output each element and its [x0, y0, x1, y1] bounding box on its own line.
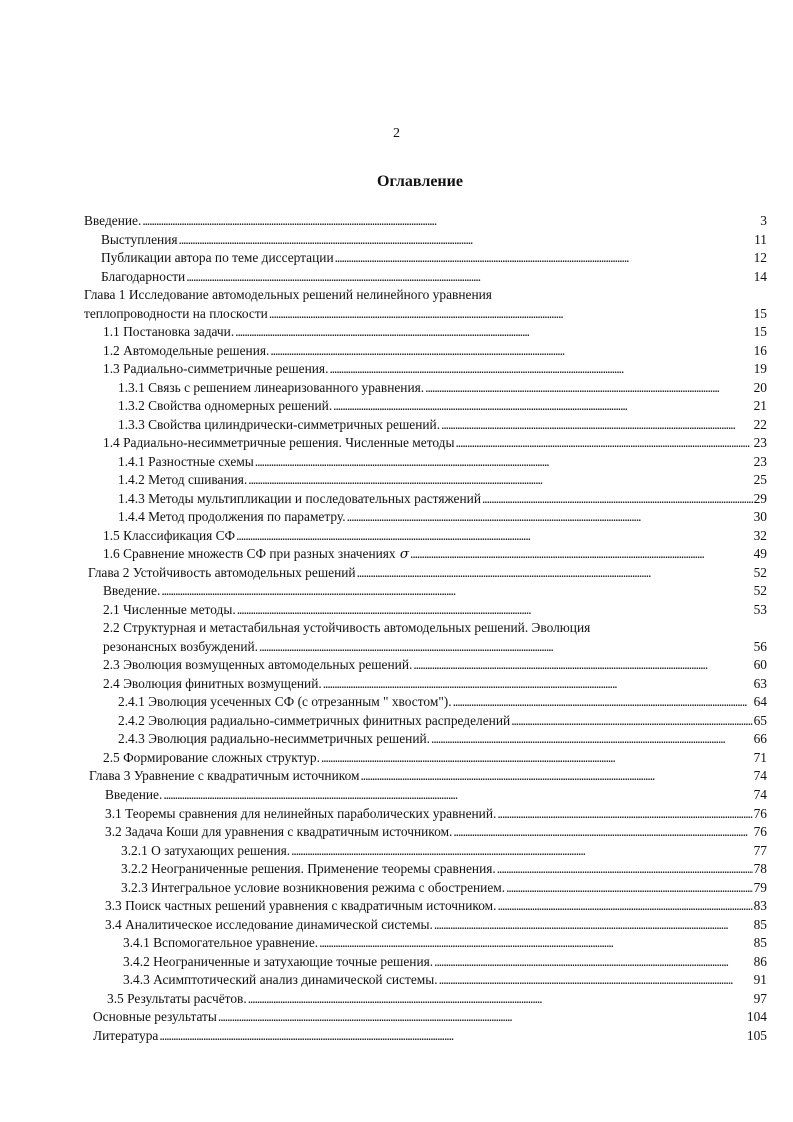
- toc-entry-page: 85: [753, 935, 767, 951]
- dot-leader: [248, 990, 753, 1009]
- toc-entry: [84, 360, 767, 379]
- toc-entry-title: 3.4.1 Вспомогательное уравнение.: [123, 935, 319, 951]
- toc-entry-page: 19: [753, 361, 767, 377]
- toc-entry-title: 1.6 Сравнение множеств СФ при разных значениях: [103, 546, 396, 562]
- toc-entry: [84, 286, 767, 305]
- toc-entry-title: Введение.: [105, 786, 163, 802]
- toc-entry-title: 1.4.2 Метод сшивания.: [118, 472, 248, 488]
- toc-entry: [84, 990, 767, 1009]
- toc-entry: [84, 323, 767, 342]
- dot-leader: [497, 805, 752, 824]
- toc-entry-title: 3.3 Поиск частных решений уравнения с квадратичным источником.: [105, 898, 497, 914]
- toc-entry-title: 2.4.2 Эволюция радиально-симметричных финитных распределений: [118, 712, 511, 728]
- toc-entry: [84, 305, 767, 324]
- toc-entry-title: 2.2 Структурная и метастабильная устойчивость автомодельных решений. Эволюция: [103, 620, 591, 636]
- toc-entry-title: 1.3.3 Свойства цилиндрически-симметричных решений.: [118, 416, 441, 432]
- toc-entry: [84, 582, 767, 601]
- toc-entry-title: резонансных возбуждений.: [103, 638, 259, 654]
- toc-entry: [84, 1027, 767, 1046]
- toc-entry-title: 3.2.3 Интегральное условие возникновения режима с обострением.: [121, 879, 506, 895]
- toc-entry-page: 11: [754, 231, 767, 247]
- dot-leader: [323, 675, 753, 694]
- toc-entry-title: 1.3.1 Связь с решением линеаризованного уравнения.: [118, 379, 425, 395]
- toc-entry: [84, 231, 767, 250]
- toc-entry-page: 32: [753, 527, 767, 543]
- toc-entry: [84, 656, 767, 675]
- toc-entry-page: 23: [753, 435, 767, 451]
- toc-entry-title: 3.2.2 Неограниченные решения. Применение теоремы сравнения.: [121, 861, 496, 877]
- toc-entry: [84, 916, 767, 935]
- toc-entry-title: Глава 2 Устойчивость автомодельных решений: [88, 564, 356, 580]
- page-number: 2: [393, 126, 400, 141]
- toc-entry-title: Введение.: [103, 583, 161, 599]
- toc-entry-title: 2.1 Численные методы.: [103, 601, 236, 617]
- toc-entry-page: 83: [753, 898, 767, 914]
- dot-leader: [439, 971, 753, 990]
- toc-entry-page: 25: [753, 472, 767, 488]
- toc-entry: [84, 564, 767, 583]
- toc-entry: [84, 805, 767, 824]
- toc-entry-page: 52: [753, 583, 767, 599]
- toc-entry-page: 65: [753, 712, 767, 728]
- toc-entry: [84, 842, 767, 861]
- dot-leader: [269, 305, 753, 324]
- dot-leader: [333, 397, 752, 416]
- toc-entry: [84, 471, 767, 490]
- toc-entry: [84, 268, 767, 287]
- dot-leader: [259, 638, 753, 657]
- dot-leader: [410, 545, 753, 564]
- toc-entry: [84, 712, 767, 731]
- toc-entry: [84, 638, 767, 657]
- toc-entry: [84, 693, 767, 712]
- toc-entry-page: 30: [753, 509, 767, 525]
- toc-entry-page: 104: [746, 1009, 767, 1025]
- toc-entry-title: теплопроводности на плоскости: [84, 305, 268, 321]
- toc-entry-page: 76: [753, 805, 767, 821]
- toc-entry-title: 3.4.3 Асимптотический анализ динамической системы.: [123, 972, 438, 988]
- toc-entry-page: 12: [753, 250, 767, 266]
- dot-leader: [361, 767, 753, 786]
- toc-entry-page: 60: [753, 657, 767, 673]
- dot-leader: [248, 471, 752, 490]
- toc-entry-page: 63: [753, 675, 767, 691]
- dot-leader: [413, 656, 752, 675]
- toc-entry: [84, 490, 767, 509]
- toc-entry-title: 1.4 Радиально-несимметричные решения. Численные методы: [103, 435, 455, 451]
- dot-leader: [270, 342, 752, 361]
- toc-entry-page: 71: [753, 749, 767, 765]
- toc-entry-title: 3.5 Результаты расчётов.: [107, 990, 247, 1006]
- toc-entry-page: 66: [753, 731, 767, 747]
- toc-entry: [84, 416, 767, 435]
- toc-entry: [84, 971, 767, 990]
- toc-entry-title: Глава 3 Уравнение с квадратичным источником: [89, 768, 360, 784]
- dot-leader: [347, 508, 753, 527]
- toc-entry-page: 91: [753, 972, 767, 988]
- dot-leader: [179, 231, 754, 250]
- toc-entry-page: 49: [753, 546, 767, 562]
- dot-leader: [255, 453, 753, 472]
- toc-entry-page: 97: [753, 990, 767, 1006]
- toc-entry-title: 3.4.2 Неограниченные и затухающие точные решения.: [123, 953, 434, 969]
- toc-entry-page: 64: [753, 694, 767, 710]
- toc-entry-title: 1.3 Радиально-симметричные решения.: [103, 361, 329, 377]
- toc-entry: [84, 860, 767, 879]
- toc-entry-page: 56: [753, 638, 767, 654]
- dot-leader: [235, 323, 752, 342]
- toc-entry: [84, 897, 767, 916]
- toc-entry-page: 3: [760, 213, 767, 228]
- dot-leader: [163, 786, 752, 805]
- toc-entry: [84, 434, 767, 453]
- toc-entry-title: 1.5 Классификация СФ: [103, 527, 236, 543]
- dot-leader: [434, 953, 752, 972]
- dot-leader: [511, 712, 752, 731]
- toc-entry: [84, 453, 767, 472]
- dot-leader: [431, 730, 753, 749]
- toc-entry: [84, 786, 767, 805]
- toc-entry: [84, 342, 767, 361]
- toc-entry: [84, 767, 767, 786]
- toc-entry-title: Выступления: [101, 231, 178, 247]
- toc-entry-title: Литература: [93, 1027, 159, 1043]
- dot-leader: [497, 897, 752, 916]
- toc-entry-page: 78: [753, 861, 767, 877]
- dot-leader: [357, 564, 753, 583]
- toc-entry-page: 86: [753, 953, 767, 969]
- toc-entry-page: 16: [753, 342, 767, 358]
- toc-entry-title: 1.4.3 Методы мультипликации и последовательных растяжений: [118, 490, 482, 506]
- toc-entry-page: 22: [753, 416, 767, 432]
- sigma-symbol: σ: [395, 547, 410, 563]
- toc-entry-page: 23: [753, 453, 767, 469]
- dot-leader: [186, 268, 752, 287]
- page-title: Оглавление: [377, 173, 463, 190]
- toc-entry: [84, 749, 767, 768]
- dot-leader: [453, 823, 752, 842]
- dot-leader: [441, 416, 753, 435]
- toc-entry-page: 29: [753, 490, 767, 506]
- toc-entry: [84, 675, 767, 694]
- toc-entry-title: 3.1 Теоремы сравнения для нелинейных параболических уравнений.: [105, 805, 497, 821]
- toc-entry-title: Основные результаты: [93, 1009, 217, 1025]
- toc-entry-title: 3.2.1 О затухающих решения.: [121, 842, 291, 858]
- toc-entry-title: 1.4.4 Метод продолжения по параметру.: [118, 509, 346, 525]
- dot-leader: [329, 360, 752, 379]
- toc-entry-title: 3.4 Аналитическое исследование динамической системы.: [105, 916, 433, 932]
- dot-leader: [218, 1008, 746, 1027]
- toc-entry-page: 85: [753, 916, 767, 932]
- toc-entry: [84, 934, 767, 953]
- toc-entry: [84, 730, 767, 749]
- dot-leader: [482, 490, 753, 509]
- toc-entry: [84, 953, 767, 972]
- toc-entry: [84, 397, 767, 416]
- toc-entry-page: 52: [753, 564, 767, 580]
- toc-entry-title: Публикации автора по теме диссертации: [101, 250, 334, 266]
- toc-entry: [84, 545, 767, 564]
- toc-entry-page: 14: [753, 268, 767, 284]
- toc-entry-title: Благодарности: [101, 268, 186, 284]
- dot-leader: [425, 379, 752, 398]
- table-of-contents: [84, 212, 767, 1045]
- toc-entry-title: 1.4.1 Разностные схемы: [118, 453, 254, 469]
- toc-entry: [84, 527, 767, 546]
- toc-entry-page: 74: [753, 786, 767, 802]
- dot-leader: [453, 693, 753, 712]
- toc-entry-page: 105: [746, 1027, 767, 1043]
- toc-entry-title: 2.4.1 Эволюция усеченных СФ (с отрезанным " хвостом").: [118, 694, 452, 710]
- toc-entry: [84, 619, 767, 638]
- dot-leader: [321, 749, 753, 768]
- dot-leader: [236, 527, 752, 546]
- toc-entry-title: Введение.: [84, 213, 142, 228]
- dot-leader: [434, 916, 753, 935]
- toc-entry-page: 20: [753, 379, 767, 395]
- toc-entry-page: 15: [753, 305, 767, 321]
- toc-entry-page: 21: [753, 398, 767, 414]
- dot-leader: [142, 212, 759, 231]
- toc-entry-page: 77: [753, 842, 767, 858]
- dot-leader: [497, 860, 753, 879]
- toc-entry-title: 2.5 Формирование сложных структур.: [103, 749, 320, 765]
- toc-entry-title: 2.3 Эволюция возмущенных автомодельных решений.: [103, 657, 413, 673]
- toc-entry: [84, 823, 767, 842]
- dot-leader: [291, 842, 752, 861]
- toc-entry: [84, 379, 767, 398]
- toc-entry-page: 53: [753, 601, 767, 617]
- dot-leader: [319, 934, 752, 953]
- toc-entry: [84, 249, 767, 268]
- dot-leader: [506, 879, 753, 898]
- toc-entry-title: Глава 1 Исследование автомодельных решений нелинейного уравнения: [84, 287, 492, 303]
- toc-entry-title: 3.2 Задача Коши для уравнения с квадратичным источником.: [105, 824, 453, 840]
- toc-entry: [84, 508, 767, 527]
- dot-leader: [159, 1027, 746, 1046]
- toc-entry-page: 76: [753, 824, 767, 840]
- toc-entry-title: 2.4 Эволюция финитных возмущений.: [103, 675, 322, 691]
- dot-leader: [456, 434, 753, 453]
- toc-entry: [84, 212, 767, 231]
- dot-leader: [161, 582, 752, 601]
- dot-leader: [237, 601, 753, 620]
- toc-entry: [84, 601, 767, 620]
- toc-entry-title: 1.3.2 Свойства одномерных решений.: [118, 398, 333, 414]
- toc-entry-page: 79: [753, 879, 767, 895]
- dot-leader: [335, 249, 753, 268]
- toc-entry-title: 1.1 Постановка задачи.: [103, 324, 235, 340]
- toc-entry: [84, 879, 767, 898]
- toc-entry-title: 2.4.3 Эволюция радиально-несимметричных решений.: [118, 731, 431, 747]
- toc-entry: [84, 1008, 767, 1027]
- toc-entry-page: 74: [753, 768, 767, 784]
- toc-entry-page: 15: [753, 324, 767, 340]
- toc-entry-title: 1.2 Автомодельные решения.: [103, 342, 270, 358]
